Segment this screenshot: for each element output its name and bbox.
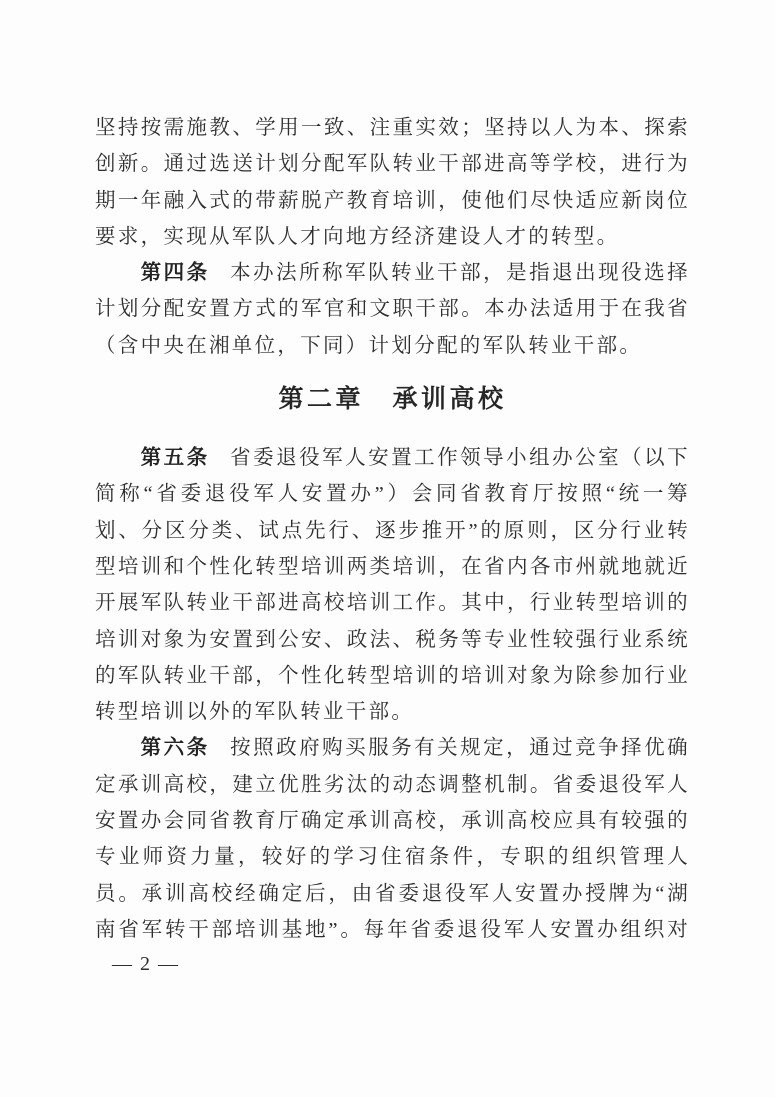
text-line [95, 549, 690, 585]
text-line-content: 的军队转业干部，个性化转型培训的培训对象为除参加行业 [95, 664, 690, 687]
text-line-content: 培训对象为安置到公安、政法、税务等专业性较强行业系统 [95, 628, 690, 651]
text-line [95, 803, 690, 839]
text-line-content: 定承训高校，建立优胜劣汰的动态调整机制。省委退役军人 [95, 773, 690, 796]
text-line [95, 767, 690, 803]
text-line-content: 转型培训以外的军队转业干部。 [95, 701, 415, 724]
text-line [95, 255, 690, 291]
text-line-content: 坚持按需施教、学用一致、注重实效；坚持以人为本、探索 [95, 117, 690, 139]
text-line [95, 585, 690, 621]
text-line [95, 110, 690, 146]
text-line [95, 183, 690, 219]
chapter-heading: 第二章 承训高校 [278, 386, 507, 414]
text-line-content: 计划分配安置方式的军官和文职干部。本办法适用于在我省 [95, 298, 690, 321]
text-line [95, 912, 690, 948]
text-line-content: 期一年融入式的带薪脱产教育培训，使他们尽快适应新岗位 [95, 189, 690, 212]
text-line-content: 开展军队转业干部进高校培训工作。其中，行业转型培训的 [95, 592, 690, 615]
text-line-content: 南省军转干部培训基地”。每年省委退役军人安置办组织对 [95, 918, 690, 941]
text-line-content: 划、分区分类、试点先行、逐步推开”的原则，区分行业转 [95, 519, 690, 542]
text-line-content: 型培训和个性化转型培训两类培训，在省内各市州就地就近 [95, 555, 690, 578]
text-line [95, 658, 690, 694]
text-line-content: 专业师资力量，较好的学习住宿条件，专职的组织管理人 [95, 846, 690, 869]
page-number: — 2 — [112, 953, 180, 975]
text-line-content: 按照政府购买服务有关规定，通过竞争择优确 [230, 737, 690, 760]
text-line [95, 622, 690, 658]
text-line [95, 219, 690, 255]
text-line [95, 694, 690, 730]
text-line-content: 省委退役军人安置工作领导小组办公室（以下 [230, 447, 690, 470]
article-number: 第五条 [140, 447, 210, 470]
text-line-content: 简称“省委退役军人安置办”）会同省教育厅按照“统一筹 [95, 483, 690, 506]
text-line-content: 创新。通过选送计划分配军队转业干部进高等学校，进行为 [95, 153, 690, 176]
text-line [95, 876, 690, 912]
text-line-content: 本办法所称军队转业干部，是指退出现役选择 [230, 262, 690, 285]
document-body [95, 110, 690, 948]
text-line [95, 730, 690, 766]
text-line-content: 员。承训高校经确定后，由省委退役军人安置办授牌为“湖 [95, 882, 690, 905]
text-line [95, 839, 690, 875]
text-line [95, 328, 690, 364]
article-number: 第六条 [140, 737, 210, 760]
text-line [95, 291, 690, 327]
article-number: 第四条 [140, 262, 210, 285]
text-line [95, 513, 690, 549]
text-line [95, 440, 690, 476]
text-line [95, 476, 690, 512]
text-line [95, 146, 690, 182]
text-line-content: 要求，实现从军队人才向地方经济建设人才的转型。 [95, 225, 620, 248]
text-line-content: （含中央在湘单位，下同）计划分配的军队转业干部。 [95, 334, 643, 357]
text-line-content: 安置办会同省教育厅确定承训高校，承训高校应具有较强的 [95, 810, 690, 833]
